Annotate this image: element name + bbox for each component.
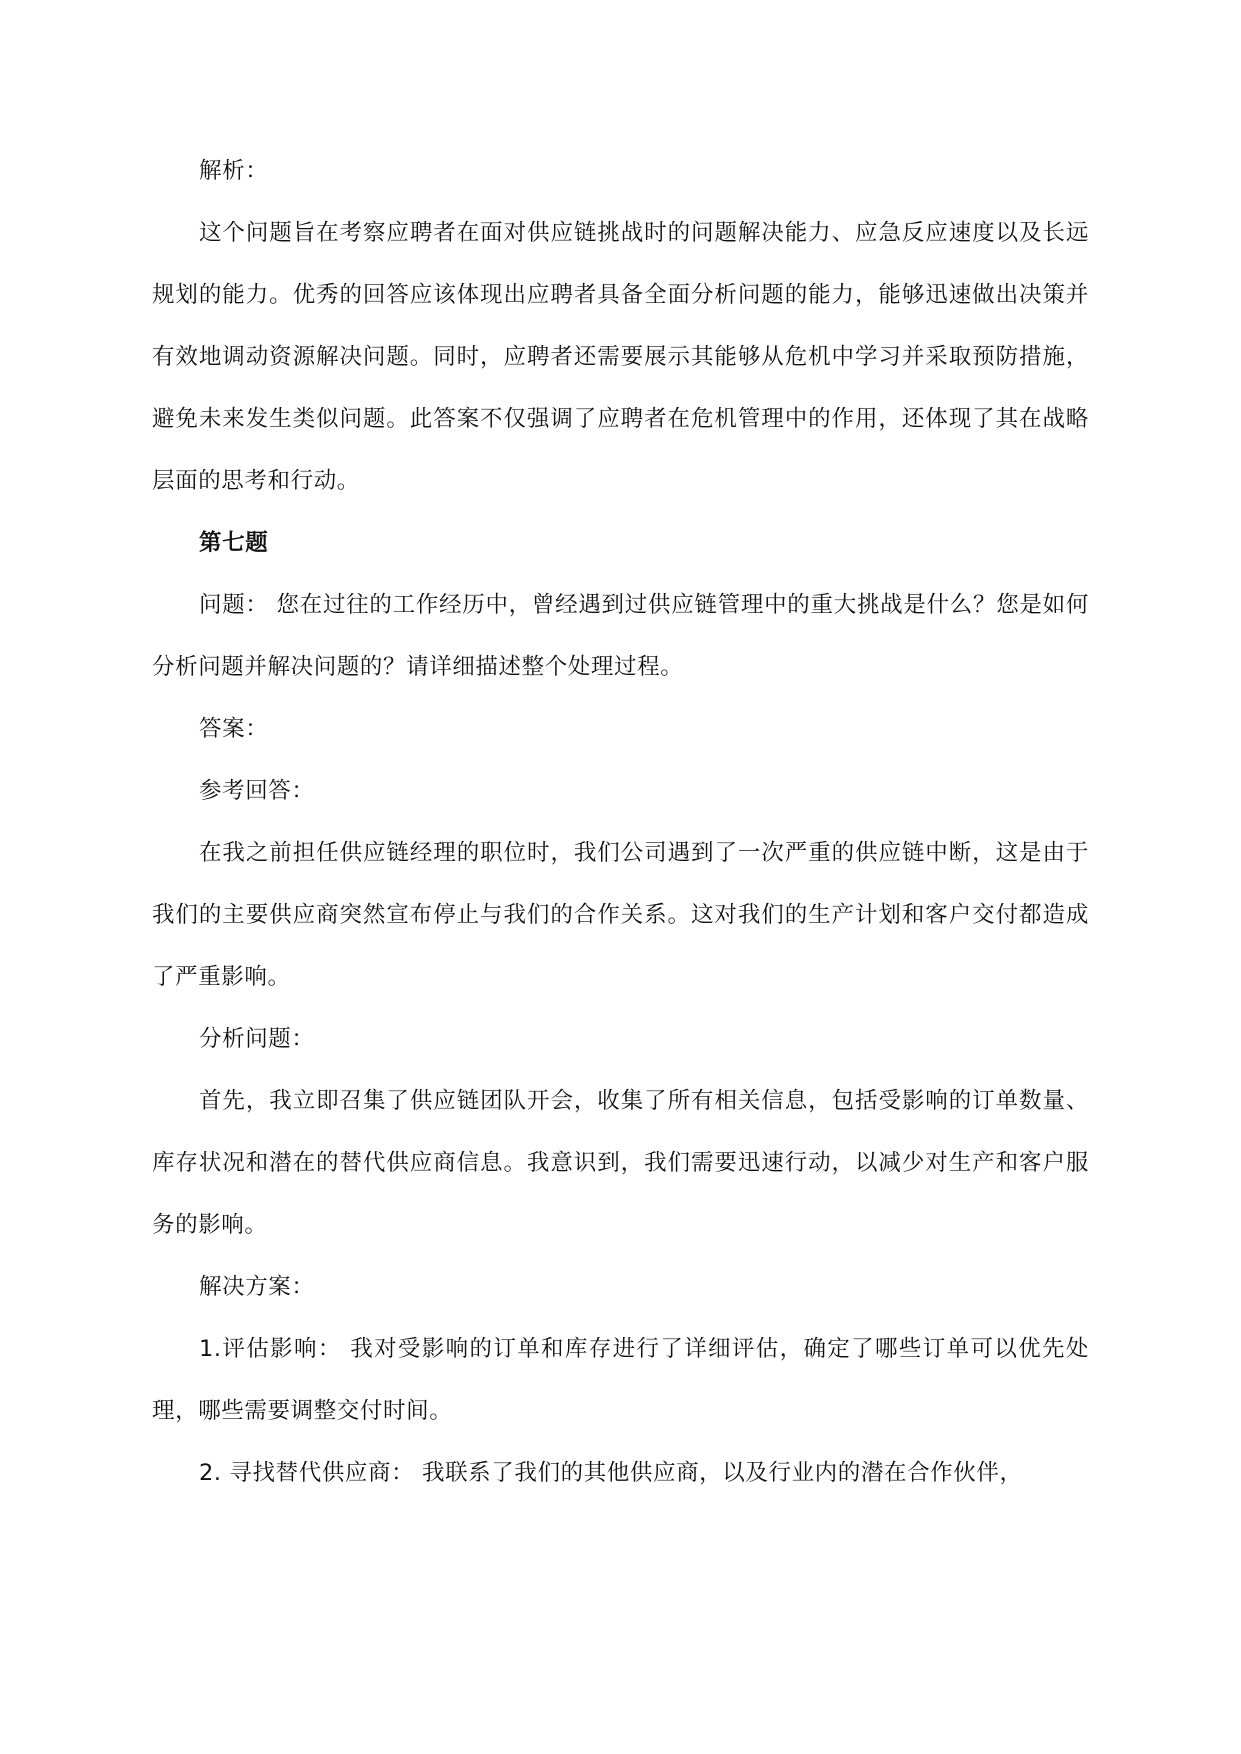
analysis-paragraph: 这个问题旨在考察应聘者在面对供应链挑战时的问题解决能力、应急反应速度以及长远规划的能力。优秀的回答应该体现出应聘者具备全面分析问题的能力，能够迅速做出决策并有效地调动资源解决问题。同时，应聘者还需要展示其能够从危机中学习并采取预防措施，避免未来发生类似问题。此答案不仅强调了应聘者在危机管理中的作用，还体现了其在战略层面的思考和行动。 [152, 220, 1089, 494]
document-body [152, 140, 1089, 1504]
question-paragraph: 问题： 您在过往的工作经历中，曾经遇到过供应链管理中的重大挑战是什么？您是如何分析问题并解决问题的？请详细描述整个处理过程。 [152, 592, 1089, 680]
solution-item-1: 1.评估影响： 我对受影响的订单和库存进行了详细评估，确定了哪些订单可以优先处理，哪些需要调整交付时间。 [152, 1336, 1089, 1424]
label-answer: 答案： [199, 716, 269, 742]
analysis-steps-paragraph: 首先，我立即召集了供应链团队开会，收集了所有相关信息，包括受影响的订单数量、库存状况和潜在的替代供应商信息。我意识到，我们需要迅速行动，以减少对生产和客户服务的影响。 [152, 1088, 1089, 1238]
label-solution: 解决方案： [199, 1274, 315, 1300]
label-analysis: 解析： [199, 158, 269, 184]
label-analyze-problem: 分析问题： [199, 1026, 315, 1052]
label-reference-answer: 参考回答： [199, 778, 315, 804]
section-heading-question-7: 第七题 [199, 530, 269, 556]
solution-item-2: 2. 寻找替代供应商： 我联系了我们的其他供应商，以及行业内的潜在合作伙伴， [199, 1460, 1023, 1486]
background-paragraph: 在我之前担任供应链经理的职位时，我们公司遇到了一次严重的供应链中断，这是由于我们的主要供应商突然宣布停止与我们的合作关系。这对我们的生产计划和客户交付都造成了严重影响。 [152, 840, 1089, 990]
